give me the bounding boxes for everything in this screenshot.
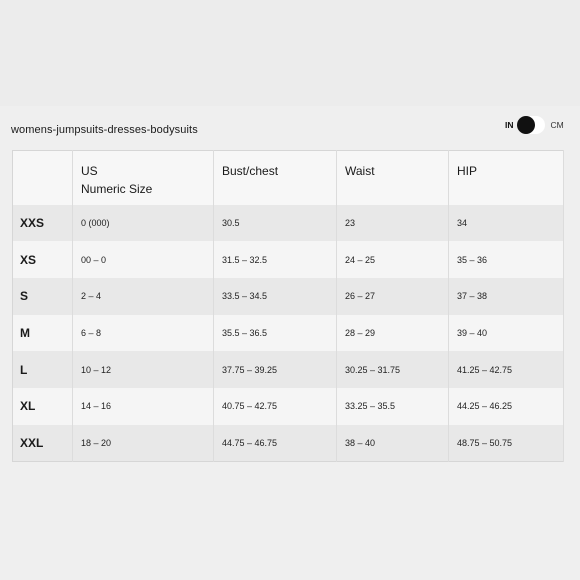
header-size — [13, 151, 73, 205]
waist-cell: 28 – 29 — [337, 315, 449, 352]
header-hip: HIP — [449, 151, 564, 205]
waist-cell: 30.25 – 31.75 — [337, 351, 449, 388]
waist-cell: 33.25 – 35.5 — [337, 388, 449, 425]
hip-cell: 35 – 36 — [449, 241, 564, 278]
waist-cell: 23 — [337, 205, 449, 242]
hip-cell: 44.25 – 46.25 — [449, 388, 564, 425]
us-size-cell: 14 – 16 — [73, 388, 214, 425]
size-label: L — [13, 351, 73, 388]
hip-cell: 34 — [449, 205, 564, 242]
table-row — [13, 278, 564, 315]
bust-cell: 40.75 – 42.75 — [214, 388, 337, 425]
size-label: M — [13, 315, 73, 352]
header-bust-chest: Bust/chest — [214, 151, 337, 205]
waist-cell: 24 – 25 — [337, 241, 449, 278]
table-row — [13, 241, 564, 278]
size-chart-table — [12, 150, 564, 462]
size-label: S — [13, 278, 73, 315]
us-size-cell: 00 – 0 — [73, 241, 214, 278]
size-label: XL — [13, 388, 73, 425]
header-waist: Waist — [337, 151, 449, 205]
us-size-cell: 2 – 4 — [73, 278, 214, 315]
us-size-cell: 0 (000) — [73, 205, 214, 242]
bust-cell: 44.75 – 46.75 — [214, 425, 337, 462]
table-row — [13, 388, 564, 425]
hip-cell: 37 – 38 — [449, 278, 564, 315]
hip-cell: 41.25 – 42.75 — [449, 351, 564, 388]
unit-label-in[interactable]: IN — [505, 120, 514, 130]
bust-cell: 33.5 – 34.5 — [214, 278, 337, 315]
table-row — [13, 351, 564, 388]
size-label: XXS — [13, 205, 73, 242]
header-us-numeric-size — [73, 151, 214, 205]
switch-knob-icon — [517, 116, 535, 134]
header-us-line: US Numeric Size — [81, 164, 153, 196]
size-label: XXL — [13, 425, 73, 462]
waist-cell: 38 – 40 — [337, 425, 449, 462]
bust-cell: 37.75 – 39.25 — [214, 351, 337, 388]
table-row — [13, 425, 564, 462]
table-row — [13, 205, 564, 242]
waist-cell: 26 – 27 — [337, 278, 449, 315]
unit-label-cm[interactable]: CM — [550, 120, 564, 130]
page-title: womens-jumpsuits-dresses-bodysuits — [11, 124, 198, 136]
us-size-cell: 18 – 20 — [73, 425, 214, 462]
us-size-cell: 6 – 8 — [73, 315, 214, 352]
size-label: XS — [13, 241, 73, 278]
table-header-row — [13, 151, 564, 205]
hip-cell: 39 – 40 — [449, 315, 564, 352]
us-size-cell: 10 – 12 — [73, 351, 214, 388]
bust-cell: 31.5 – 32.5 — [214, 241, 337, 278]
unit-toggle[interactable] — [505, 116, 564, 134]
unit-switch[interactable] — [517, 116, 545, 134]
table-row — [13, 315, 564, 352]
hip-cell: 48.75 – 50.75 — [449, 425, 564, 462]
bust-cell: 35.5 – 36.5 — [214, 315, 337, 352]
bust-cell: 30.5 — [214, 205, 337, 242]
